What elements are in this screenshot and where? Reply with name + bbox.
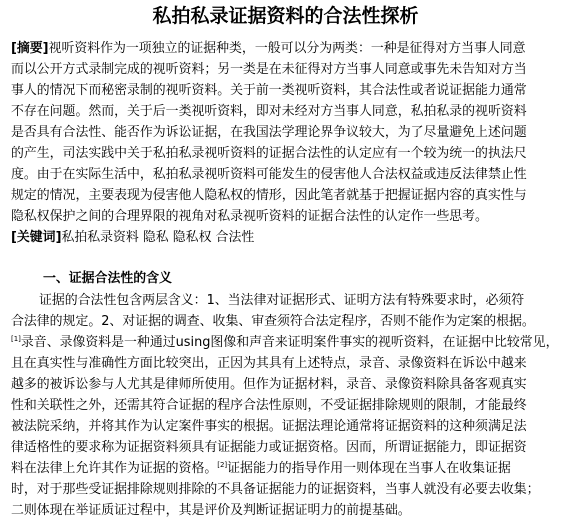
abstract-line-2: 而以公开方式录制完成的视听资料；另一类是在未征得对方当事人同意或事先未告知对方当 [11,62,527,77]
abstract-line-6: 的产生，司法实践中关于私拍私录视听资料的证据合法性的认定应有一个较为统一的执法尺 [11,146,527,161]
section-heading: 一、证据合法性的含义 [43,271,172,286]
keywords-text: 私拍私录资料 隐私 隐私权 合法性 [61,230,255,245]
body-line-11: 二则体现在举证质证过程中，其是评价及判断证据证明力的前提基础。 [11,503,411,518]
keywords-line [11,227,254,248]
body-line-3 [11,332,558,353]
document-title: 私拍私录证据资料的合法性探析 [152,5,419,27]
body-line-9-cont: 证据能力的指导作用一则体现在当事人在收集证据 [227,461,511,476]
citation-2: [2] [217,461,228,469]
abstract-line-3: 事人的情况下而秘密录制的视听资料。关于前一类视听资料，其合法性或者说证据能力通常 [11,83,527,98]
abstract-line-5: 是否具有合法性、能否作为诉讼证据，在我国法学理论界争议较大，为了尽量避免上述问题 [11,125,527,140]
body-line-10: 时，对于那些受证据排除规则排除的不具备证据能力的证据资料，当事人就没有必要去收集； [11,482,540,497]
body-line-6: 性和关联性之外，还需其符合证据的程序合法性原则，不受证据排除规则的限制，才能最终 [11,398,527,413]
body-line-1: 证据的合法性包含两层含义：1、当法律对证据形式、证明方法有特殊要求时，必须符 [39,293,525,308]
body-line-9 [11,458,511,479]
keywords-label: [关键词] [11,230,62,245]
citation-1: [1] [11,335,21,343]
abstract-text: 视听资料作为一项独立的证据种类，一般可以分为两类：一种是征得对方当事人同意 [48,41,526,56]
abstract-line-1 [11,38,526,59]
body-line-7: 被法院采纳，并将其作为认定案件事实的根据。证据法理论通常将证据资料的这种须满足法 [11,419,527,434]
body-line-3-text: 录音、录像资料是一种通过using图像和声音来证明案件事实的视听资料，在证据中比较常见， [20,335,559,350]
abstract-label: [摘要] [11,41,49,56]
body-line-4: 且在真实性与准确性方面比较突出，正因为其具有上述特点，录音、录像资料在诉讼中越来 [11,356,527,371]
abstract-line-7: 度。由于在实际生活中，私拍私录视听资料可能发生的侵害他人合法权益或违反法律禁止性 [11,167,527,182]
body-line-5: 越多的被诉讼参与人尤其是律师所使用。但作为证据材料，录音、录像资料除具备客观真实 [11,377,527,392]
abstract-line-9: 隐私权保护之间的合理界限的视角对私录视听资料的证据合法性的认定作一些思考。 [11,209,488,224]
abstract-line-8: 规定的情况，主要表现为侵害他人隐私权的情形，因此笔者就基于把握证据内容的真实性与 [11,188,527,203]
body-line-8: 律适格性的要求称为证据资料须具有证据能力或证据资格。因而，所谓证据能力，即证据资 [11,440,527,455]
body-line-9-text: 料在法律上允许其作为证据的资格。 [11,461,218,476]
abstract-line-4: 不存在问题。然而，关于后一类视听资料，即对未经对方当事人同意，私拍私录的视听资料 [11,104,527,119]
body-line-2: 合法律的规定。2、对证据的调查、收集、审查须符合法定程序，否则不能作为定案的根据。 [11,314,535,329]
